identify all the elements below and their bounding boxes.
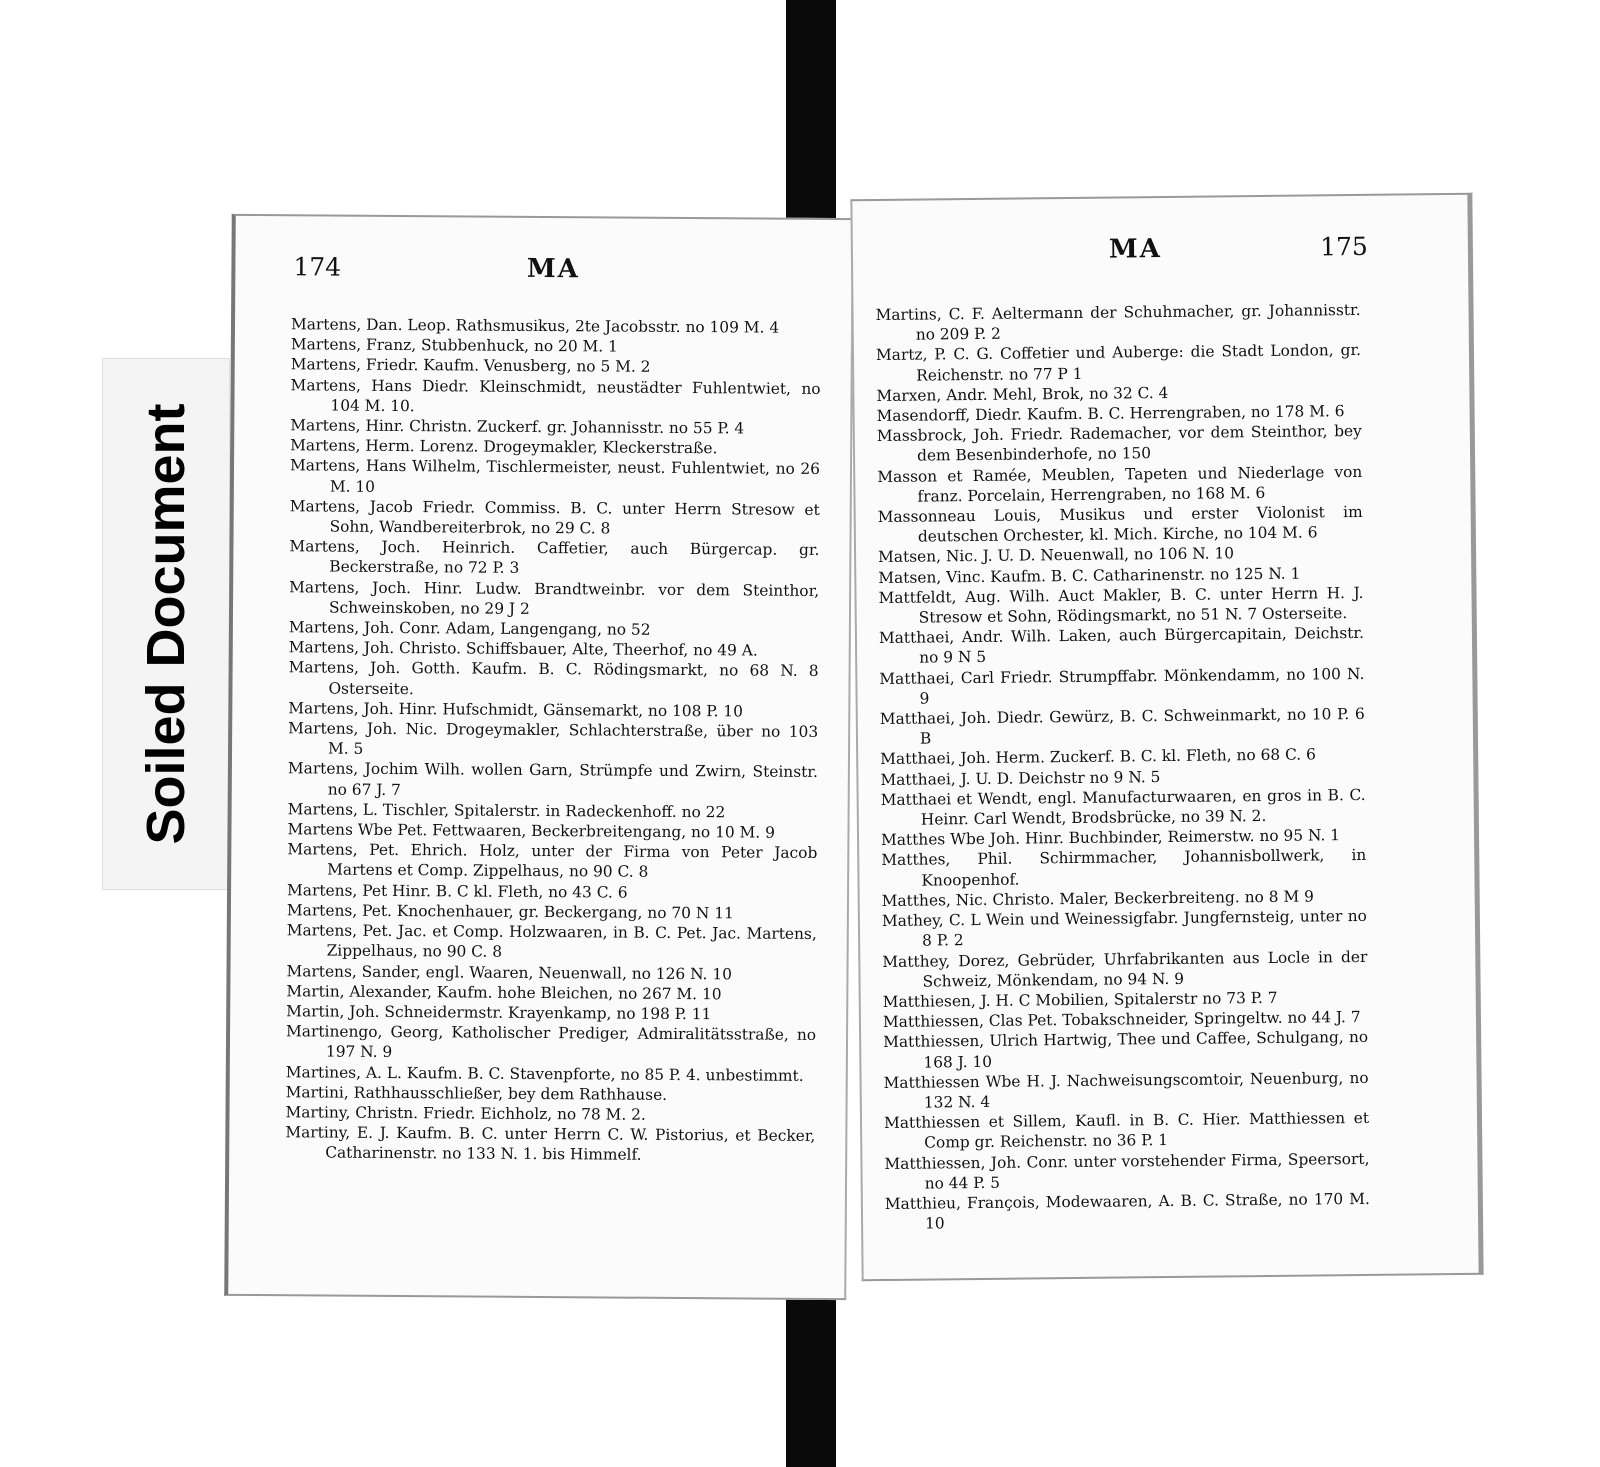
directory-entry: Martens, Pet. Jac. et Comp. Holzwaaren, in B. C. Pet. Jac. Martens, Zippelhaus, no 90 C. 8 [286, 921, 817, 962]
directory-entry: Martens, Jacob Friedr. Commiss. B. C. unter Herrn Stresow et Sohn, Wandbereiterbrok, no 29 C. 8 [289, 497, 820, 538]
directory-entry: Martens, Hinr. Christn. Zuckerf. gr. Johannisstr. no 55 P. 4 [290, 416, 745, 438]
directory-entry: Matsen, Nic. J. U. D. Neuenwall, no 106 N. 10 [878, 544, 1235, 567]
directory-entry: Martens, Joh. Hinr. Hufschmidt, Gänsemarkt, no 108 P. 10 [288, 699, 743, 721]
directory-entry: Marxen, Andr. Mehl, Brok, no 32 C. 4 [876, 383, 1169, 405]
directory-entry: Masson et Ramée, Meublen, Tapeten und Niederlage von franz. Porcelain, Herrengraben, no 168 M. 6 [877, 462, 1363, 506]
directory-entry: Martz, P. C. G. Coffetier und Auberge: die Stadt London, gr. Reichenstr. no 77 P 1 [875, 341, 1362, 385]
directory-entry: Martens, Joch. Hinr. Ludw. Brandtweinbr. vor dem Steinthor, Schweinskoben, no 29 J 2 [289, 577, 820, 618]
directory-entry: Martens, Dan. Leop. Rathsmusikus, 2te Jacobsstr. no 109 M. 4 [290, 315, 780, 337]
directory-entry: Matthaei, Joh. Diedr. Gewürz, B. C. Schweinmarkt, no 10 P. 6 B [879, 704, 1365, 748]
directory-entry: Matthiessen, Clas Pet. Tobakschneider, Springeltw. no 44 J. 7 [882, 1008, 1361, 1032]
directory-entry: Matthaei, Joh. Herm. Zuckerf. B. C. kl. Fleth, no 68 C. 6 [880, 745, 1316, 769]
directory-entry: Matthiessen, Ulrich Hartwig, Thee und Caffee, Schulgang, no 168 J. 10 [883, 1028, 1369, 1072]
directory-entry: Matthieu, François, Modewaaren, A. B. C. Straße, no 170 M. 10 [884, 1189, 1370, 1233]
directory-entry: Mattfeldt, Aug. Wilh. Auct Makler, B. C. unter Herrn H. J. Stresow et Sohn, Rödingsmarkt, no 51 N. 7 Osterseite. [878, 583, 1364, 627]
directory-entry: Martin, Joh. Schneidermstr. Krayenkamp, no 198 P. 11 [286, 1002, 712, 1024]
directory-entry: Martens, Joh. Gotth. Kaufm. B. C. Rödingsmarkt, no 68 N. 8 Osterseite. [288, 658, 819, 698]
left-page-number: 174 [293, 252, 342, 282]
soiled-document-label [102, 358, 230, 890]
directory-entry: Martiny, Christn. Friedr. Eichholz, no 78 M. 2. [285, 1103, 646, 1124]
directory-entry: Martens, Joh. Conr. Adam, Langengang, no 52 [288, 618, 651, 639]
right-page [850, 193, 1483, 1281]
directory-entry: Martin, Alexander, Kaufm. hohe Bleichen, no 267 M. 10 [286, 981, 722, 1003]
directory-entry: Martens, Jochim Wilh. wollen Garn, Strümpfe und Zwirn, Steinstr. no 67 J. 7 [287, 759, 818, 799]
directory-entry: Matsen, Vinc. Kaufm. B. C. Catharinenstr. no 125 N. 1 [878, 564, 1301, 587]
directory-entry: Matthaei, Andr. Wilh. Laken, auch Bürgercapitain, Deichstr. no 9 N 5 [878, 624, 1365, 668]
directory-entry: Martiny, E. J. Kaufm. B. C. unter Herrn C. W. Pistorius, et Becker, Catharinenstr. no 133 N. 1. bis Himmelf. [285, 1123, 816, 1165]
directory-entry: Matthes, Nic. Christo. Maler, Beckerbreiteng. no 8 M 9 [881, 887, 1314, 910]
directory-entry: Matthes, Phil. Schirmmacher, Johannisbollwerk, in Knoopenhof. [881, 846, 1367, 890]
directory-entry: Martens, L. Tischler, Spitalerstr. in Radeckenhoff. no 22 [287, 800, 726, 822]
directory-entry: Matthiessen et Sillem, Kaufl. in B. C. Hier. Matthiessen et Comp gr. Reichenstr. no 36 P. 1 [883, 1109, 1370, 1152]
directory-entry: Matthiessen, Joh. Conr. unter vorstehender Firma, Speersort, no 44 P. 5 [884, 1149, 1370, 1193]
label-text: Soiled Document [136, 403, 196, 845]
left-page-header [235, 252, 851, 296]
left-entry-list [285, 314, 821, 1166]
right-page-header [853, 231, 1468, 277]
directory-entry: Martens, Joh. Christo. Schiffsbauer, Alte, Theerhof, no 49 A. [288, 638, 758, 660]
right-page-number: 175 [1320, 231, 1369, 262]
directory-entry: Martens, Hans Diedr. Kleinschmidt, neustädter Fuhlentwiet, no 104 M. 10. [290, 375, 821, 415]
directory-entry: Matthey, Dorez, Gebrüder, Uhrfabrikanten aus Locle in der Schweiz, Mönkendam, no 94 N. 9 [882, 947, 1368, 991]
directory-entry: Martens, Joh. Nic. Drogeymakler, Schlachterstraße, über no 103 M. 5 [288, 719, 819, 759]
directory-entry: Martens, Hans Wilhelm, Tischlermeister, neust. Fuhlentwiet, no 26 M. 10 [289, 456, 821, 496]
directory-entry: Martens, Friedr. Kaufm. Venusberg, no 5 M. 2 [290, 355, 651, 377]
right-running-head: MA [1108, 234, 1163, 265]
left-page [224, 214, 854, 1300]
directory-entry: Matthiesen, J. H. C Mobilien, Spitalerstr no 73 P. 7 [882, 988, 1278, 1011]
directory-entry: Martins, C. F. Aeltermann der Schuhmacher, gr. Johannisstr. no 209 P. 2 [875, 300, 1361, 344]
directory-entry: Martens, Pet. Knochenhauer, gr. Beckergang, no 70 N 11 [286, 901, 734, 923]
directory-entry: Martens Wbe Pet. Fettwaaren, Beckerbreitengang, no 10 M. 9 [287, 820, 775, 842]
directory-entry: Martens, Franz, Stubbenhuck, no 20 M. 1 [290, 335, 618, 356]
left-running-head: MA [526, 253, 580, 285]
directory-entry: Martens, Pet Hinr. B. C kl. Fleth, no 43 C. 6 [287, 880, 628, 902]
right-entry-list [875, 300, 1370, 1234]
directory-entry: Matthaei et Wendt, engl. Manufacturwaaren, en gros in B. C. Heinr. Carl Wendt, Brodsbrücke, no 39 N. 2. [880, 785, 1366, 829]
directory-entry: Martens, Pet. Ehrich. Holz, unter der Firma von Peter Jacob Martens et Comp. Zippelhaus, no 90 C. 8 [287, 840, 818, 882]
directory-entry: Masendorff, Diedr. Kaufm. B. C. Herrengraben, no 178 M. 6 [876, 402, 1345, 426]
directory-entry: Matthaei, Carl Friedr. Strumpffabr. Mönkendamm, no 100 N. 9 [879, 664, 1365, 708]
directory-entry: Matthaei, J. U. D. Deichstr no 9 N. 5 [880, 767, 1161, 789]
directory-entry: Massbrock, Joh. Friedr. Rademacher, vor dem Steinthor, bey dem Besenbinderhofe, no 150 [876, 422, 1362, 466]
directory-entry: Martinengo, Georg, Katholischer Prediger, Admiralitätsstraße, no 197 N. 9 [286, 1022, 817, 1062]
directory-entry: Martini, Rathhausschließer, bey dem Rathhause. [285, 1082, 668, 1104]
directory-entry: Martens, Herm. Lorenz. Drogeymakler, Kleckerstraße. [290, 436, 718, 458]
directory-entry: Martens, Joch. Heinrich. Caffetier, auch Bürgercap. gr. Beckerstraße, no 72 P. 3 [289, 537, 820, 578]
directory-entry: Massonneau Louis, Musikus und erster Violonist im deutschen Orchester, kl. Mich. Kirche, no 104 M. 6 [877, 502, 1363, 546]
directory-entry: Mathey, C. L Wein und Weinessigfabr. Jungfernsteig, unter no 8 P. 2 [881, 907, 1367, 950]
directory-entry: Matthiessen Wbe H. J. Nachweisungscomtoir, Neuenburg, no 132 N. 4 [883, 1068, 1369, 1112]
directory-entry: Martens, Sander, engl. Waaren, Neuenwall, no 126 N. 10 [286, 961, 733, 983]
directory-entry: Matthes Wbe Joh. Hinr. Buchbinder, Reimerstw. no 95 N. 1 [880, 826, 1341, 850]
directory-entry: Martines, A. L. Kaufm. B. C. Stavenpforte, no 85 P. 4. unbestimmt. [285, 1062, 804, 1085]
